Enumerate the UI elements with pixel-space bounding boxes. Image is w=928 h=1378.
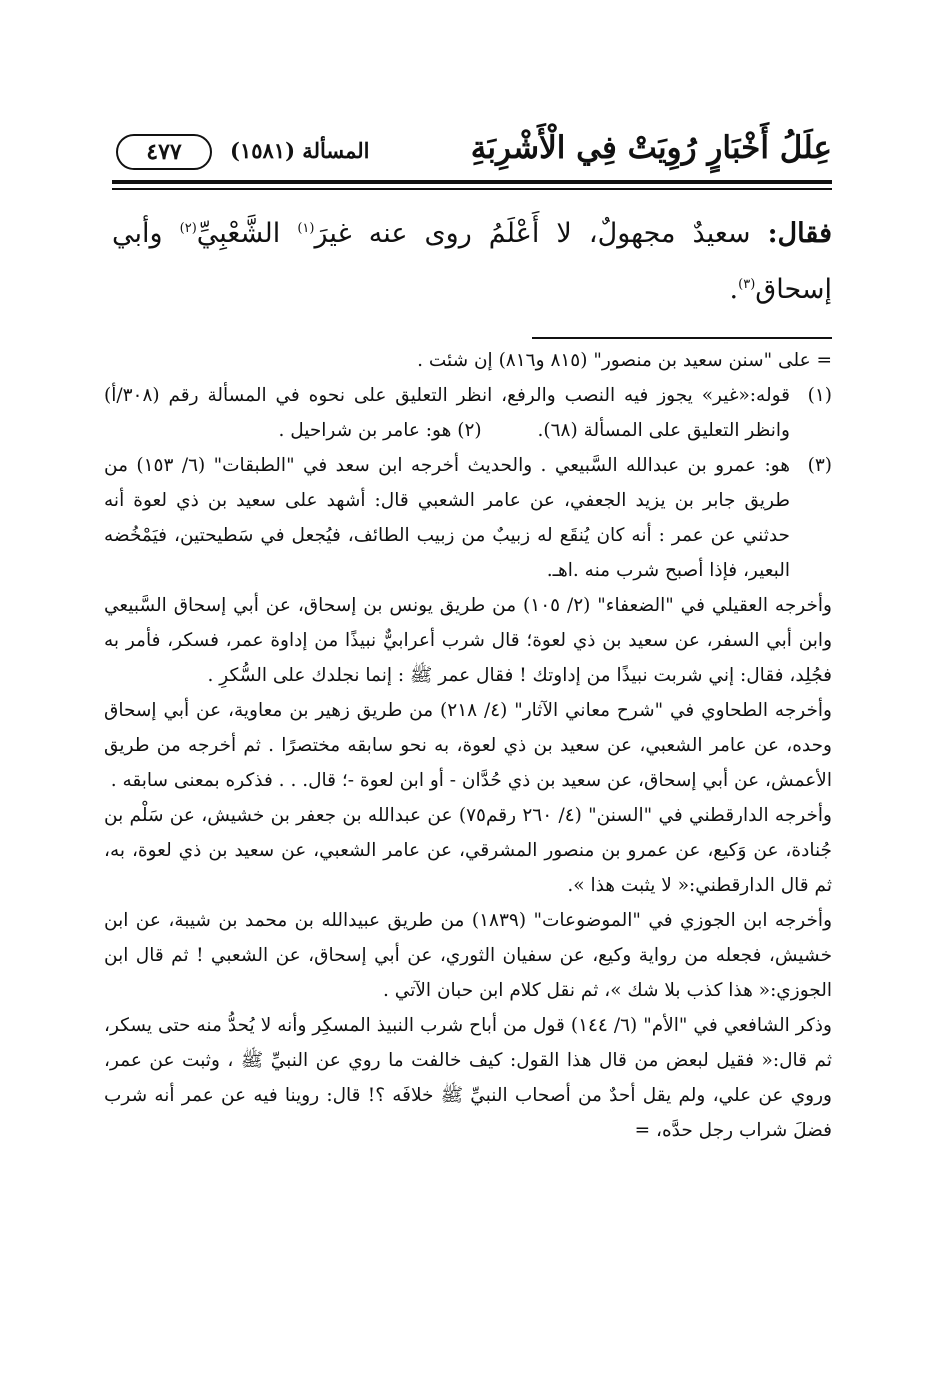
footnote-3-number: (٣) — [807, 455, 832, 476]
footnote-paragraph: وأخرجه الطحاوي في "شرح معاني الآثار" (٤/ ٢١٨) من طريق زهير بن معاوية، عن أبي إسحاق وحده، عن عامر الشعبي، عن سعيد بن ذي لعوة، به نحو سابقه مختصرًا . ثم أخرجه من طريق الأعمش، عن أبي إسحاق، عن سعيد بن ذي حُدَّان - أو ابن لعوة -؛ قال. . . فذكره بمعنى سابقه . — [104, 700, 832, 791]
page-number: ٤٧٧ — [116, 134, 212, 170]
footnote-1-number: (١) — [807, 385, 832, 406]
main-text — [112, 206, 832, 318]
footnote-paragraph: وذكر الشافعي في "الأم" (٦/ ١٤٤) قول من أباح شرب النبيذ المسكِر وأنه لا يُحدُّ منه حتى يسكر، ثم قال:« فقيل لبعض من قال هذا القول: كيف خالفت ما روي عن النبيِّ ﷺ ، وثبت عن عمر، وروي عن علي، ولم يقل أحدٌ من أصحاب النبيِّ ﷺ خلافَه ؟! قال: روينا فيه عن عمر أنه شرب فضلَ شراب رجل حدَّه، = — [104, 1015, 832, 1141]
footnote-3 — [104, 448, 832, 588]
footnote-ref-1: (١) — [297, 221, 315, 236]
footnote-separator — [532, 337, 832, 339]
issue-label: المسألة (١٥٨١) — [230, 138, 370, 163]
footnotes — [104, 343, 832, 1148]
header-rule-thick — [112, 180, 832, 184]
main-text-part1: سعيدٌ مجهولٌ، لا أَعْلَمُ روى عنه غيرَ — [314, 218, 768, 249]
footnote-paragraph: وأخرجه ابن الجوزي في "الموضوعات" (١٨٣٩) من طريق عبيدالله بن محمد بن شيبة، عن ابن خشيش، فجعله من رواية وكيع، عن سفيان الثوري، عن أبي إسحاق، عن الشعبي ! ثم قال ابن الجوزي:« هذا كذب بلا شك »، ثم نقل كلام ابن حبان الآتي . — [104, 910, 833, 1001]
footnote-2-text: (٢) هو: عامر بن شراحيل . — [278, 420, 482, 441]
main-text-part3: وأبي إسحاق — [112, 218, 832, 305]
footnote-ref-3: (٣) — [738, 277, 756, 292]
main-lead: فقال: — [767, 218, 832, 249]
footnote-3-text: هو: عمرو بن عبدالله السَّبيعي . والحديث أخرجه ابن سعد في "الطبقات" (٦/ ١٥٣) من طريق جابر بن يزيد الجعفي، عن عامر الشعبي قال: أشهد على سعيد بن ذي لعوة أنه حدثني عن عمر : أنه كان يُنقَع له زبيبٌ من زبيب الطائف، فيُجعل في سَطيحتين، فيَمْخُضه البعير، فإذا أصبح شرب منه .اهـ. — [104, 455, 790, 581]
footnote-continuation: = على "سنن سعيد بن منصور" (٨١٥ و٨١٦) إن شئت . — [417, 350, 832, 371]
footnote-paragraph: وأخرجه العقيلي في "الضعفاء" (٢/ ١٠٥) من طريق يونس بن إسحاق، عن أبي إسحاق السَّبيعي وابن أبي السفر، عن سعيد بن ذي لعوة؛ قال شرب أعرابيٌّ نبيذًا من إداوة عمر، فسكر، فأمر به فجُلِد، فقال: إني شربت نبيذًا من إداوتك ! فقال عمر ﷺ : إنما نجلدك على السُّكرِ . — [104, 595, 832, 686]
footnote-1-text: قوله:«غير» يجوز فيه النصب والرفع، انظر التعليق على نحوه في المسألة رقم (٣٠٨/أ) وانظر التعليق على المسألة (٦٨). — [104, 385, 790, 441]
page-header — [112, 128, 832, 180]
header-rule-thin — [112, 188, 832, 190]
footnote-1 — [104, 378, 832, 448]
book-title: عِلَلُ أَخْبَارٍ رُوِيَتْ فِي الْأَشْرِبَةِ — [470, 130, 832, 166]
main-text-end: . — [729, 274, 739, 305]
footnote-paragraph: وأخرجه الدارقطني في "السنن" (٤/ ٢٦٠ رقم٧٥) عن عبدالله بن جعفر بن خشيش، عن سَلْم بن جُنادة، عن وَكيع، عن عمرو بن منصور المشرقي، عن عامر الشعبي، عن سعيد بن ذي لعوة، به، ثم قال الدارقطني:« لا يثبت هذا ». — [104, 805, 832, 896]
footnote-ref-2: (٢) — [179, 221, 197, 236]
footnote-1-body — [104, 378, 790, 448]
main-text-part2: الشَّعْبِيِّ — [196, 218, 298, 249]
